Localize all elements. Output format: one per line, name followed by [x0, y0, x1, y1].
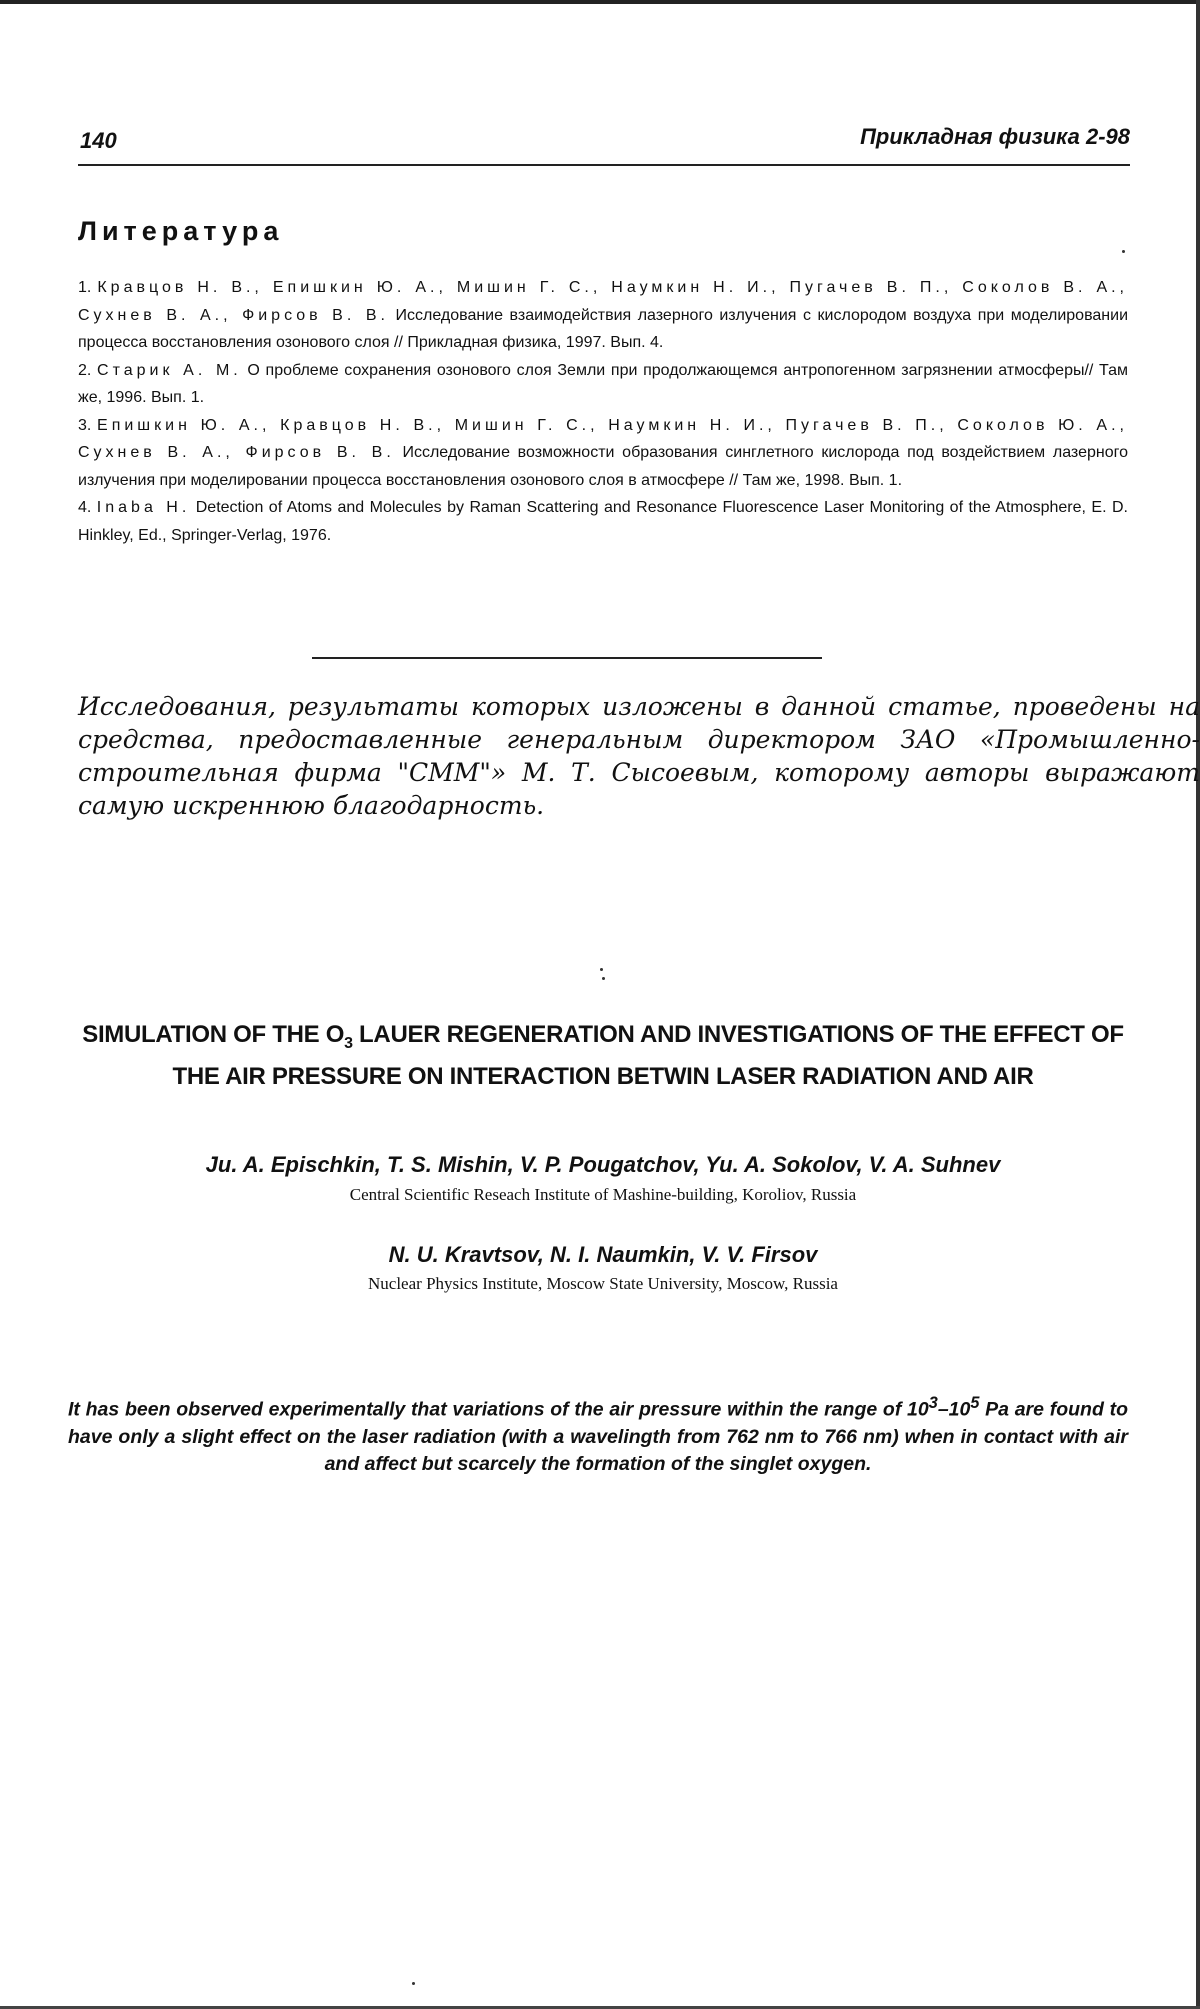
references-heading: Литература — [78, 216, 284, 246]
reference-list — [78, 274, 1128, 549]
section-divider — [312, 657, 822, 659]
reference-authors: Епишкин Ю. А., Кравцов Н. В., Мишин Г. С., Наумкин Н. И., Пугачев В. П., Соколов Ю. А., Сухнев В. А., Фирсов В. В. — [78, 416, 1128, 461]
title-subscript: 3 — [344, 1034, 353, 1052]
scan-edge-top — [0, 0, 1200, 4]
reference-number: 3. — [78, 416, 92, 434]
reference-text: Detection of Atoms and Molecules by Raman Scattering and Resonance Fluorescence Laser Monitoring of the Atmosphere, E. D. Hinkley, Ed., Springer-Verlag, 1976. — [78, 499, 1128, 544]
scan-speck — [412, 1982, 415, 1985]
running-header — [78, 124, 1130, 166]
abstract-exponent: 3 — [928, 1394, 938, 1412]
english-abstract — [68, 1390, 1128, 1478]
scan-speck — [600, 968, 603, 971]
abstract-text: –10 — [937, 1398, 971, 1421]
page-number: 140 — [80, 128, 117, 153]
abstract-text: Pa are found to have only a slight effect on the laser radiation (with a wavelingth from 762 nm to 766 nm) when in contact with air and affect but scarcely the formation of the singlet oxygen. — [68, 1398, 1128, 1475]
abstract-text: It has been observed experimentally that variations of the air pressure within the range of 10 — [68, 1398, 929, 1421]
reference-item — [78, 274, 1128, 357]
affiliation-1: Central Scientific Reseach Institute of Mashine-building, Koroliov, Russia — [349, 1185, 857, 1204]
reference-item — [78, 412, 1128, 495]
scan-edge-right — [1196, 0, 1200, 2009]
scan-speck — [602, 977, 605, 980]
title-part: LAUER REGENERATION AND INVESTIGATIONS OF THE EFFECT OF THE AIR PRESSURE ON INTERACTION BETWIN LASER RADIATION AND AIR — [172, 1021, 1124, 1090]
reference-authors: Кравцов Н. В., Епишкин Ю. А., Мишин Г. С., Наумкин Н. И., Пугачев В. П., Соколов В. А., Сухнев В. А., Фирсов В. В. — [78, 279, 1129, 324]
reference-authors: Старик А. М. — [97, 361, 242, 379]
reference-text: Исследование возможности образования синглетного кислорода под воздействием лазерного излучения при моделировании процесса восстановления озонового слоя в атмосфере // Там же, 1998. Вып. 1. — [78, 444, 1128, 489]
reference-text: О проблеме сохранения озонового слоя Земли при продолжающемся антропогенном загрязнении атмосферы// Там же, 1996. Вып. 1. — [78, 361, 1128, 406]
reference-number: 1. — [78, 279, 92, 296]
reference-number: 4. — [78, 499, 92, 516]
reference-item — [78, 357, 1128, 412]
affiliation-2: Nuclear Physics Institute, Moscow State University, Moscow, Russia — [368, 1274, 838, 1293]
scan-speck — [1122, 250, 1125, 253]
reference-item — [78, 494, 1128, 549]
author-group-2: N. U. Kravtsov, N. I. Naumkin, V. V. Firsov — [388, 1242, 818, 1267]
reference-number: 2. — [78, 361, 92, 379]
acknowledgement-paragraph: Исследования, результаты которых изложены в данной статье, проведены на средства, предоставленные генеральным директором ЗАО «Промышленно-строительная фирма "СММ"» М. Т. Сысоевым, которому авторы выражают самую искреннюю благодарность. — [78, 692, 1200, 820]
abstract-exponent: 5 — [970, 1394, 980, 1412]
reference-text: Исследование взаимодействия лазерного излучения с кислородом воздуха при моделировании процесса восстановления озонового слоя // Прикладная физика, 1997. Вып. 4. — [78, 306, 1129, 351]
title-part: SIMULATION OF THE O — [82, 1021, 345, 1048]
reference-authors: Inaba H. — [96, 499, 191, 516]
author-group-1: Ju. A. Epischkin, T. S. Mishin, V. P. Pougatchov, Yu. A. Sokolov, V. A. Suhnev — [205, 1152, 1001, 1177]
journal-title: Прикладная физика 2-98 — [860, 124, 1130, 149]
english-title — [78, 1018, 1128, 1093]
